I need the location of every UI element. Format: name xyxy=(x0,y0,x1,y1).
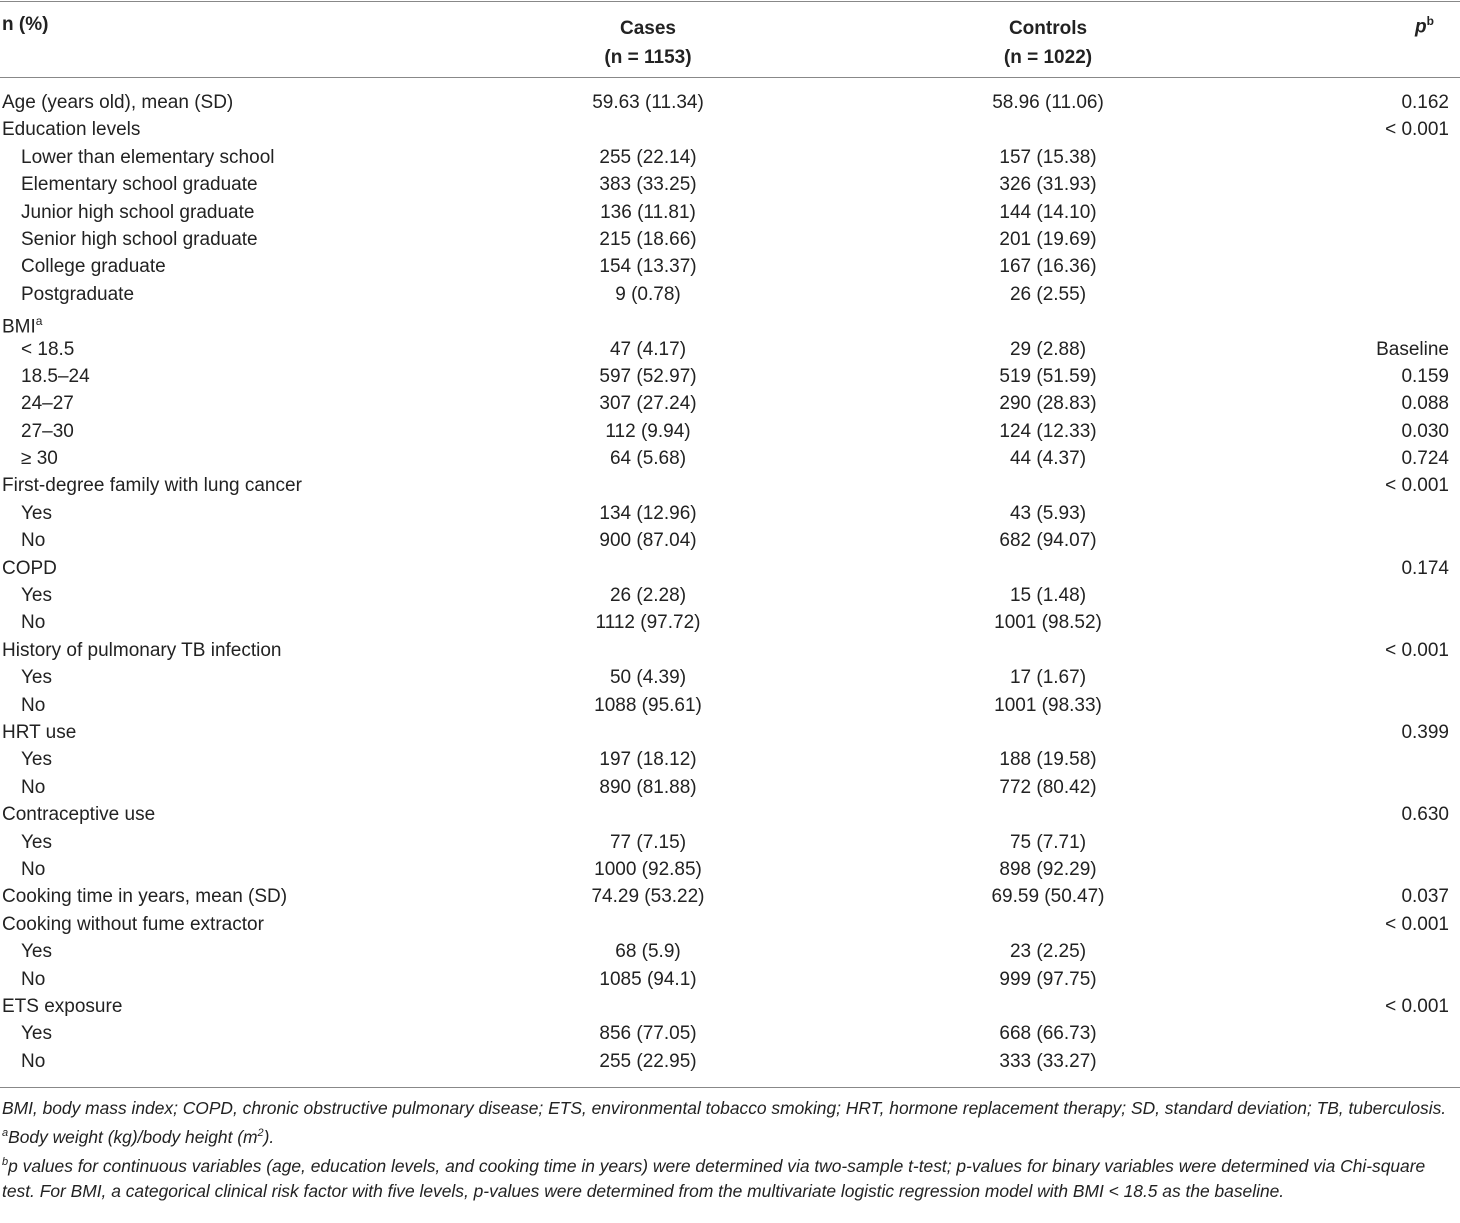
controls-value: 26 (2.55) xyxy=(1009,283,1087,305)
table-subrow xyxy=(0,746,1460,773)
table-subrow xyxy=(0,390,1460,417)
cases-value: 307 (27.24) xyxy=(599,393,697,415)
cases-value: 1088 (95.61) xyxy=(594,694,702,716)
cases-value: 59.63 (11.34) xyxy=(592,92,704,113)
header-rule xyxy=(0,77,1460,78)
cases-value: 856 (77.05) xyxy=(599,1023,697,1045)
cases-value: 112 (9.94) xyxy=(605,420,691,442)
bottom-rule xyxy=(0,1087,1460,1088)
row-label: 27–30 xyxy=(21,420,74,442)
row-label: Junior high school graduate xyxy=(21,201,255,223)
table-row xyxy=(0,308,1460,338)
row-label: 18.5–24 xyxy=(21,365,90,387)
controls-value: 44 (4.37) xyxy=(1009,448,1087,470)
controls-value: 333 (33.27) xyxy=(999,1050,1097,1072)
controls-value: 290 (28.83) xyxy=(999,393,1097,415)
header-p-value xyxy=(1415,14,1434,38)
table-subrow xyxy=(0,664,1460,691)
p-value: 0.159 xyxy=(1401,365,1449,387)
controls-value: 29 (2.88) xyxy=(1009,338,1087,360)
table-row xyxy=(0,116,1460,143)
p-value: 0.399 xyxy=(1401,721,1449,743)
p-value: 0.030 xyxy=(1401,420,1449,442)
row-label: No xyxy=(21,858,46,880)
controls-value: 15 (1.48) xyxy=(1009,585,1087,607)
p-value: 0.088 xyxy=(1401,393,1449,415)
p-value: < 0.001 xyxy=(1385,639,1449,661)
table-body xyxy=(0,89,1460,1075)
cases-value: 26 (2.28) xyxy=(609,585,687,607)
controls-value: 43 (5.93) xyxy=(1009,502,1087,524)
table-subrow xyxy=(0,253,1460,280)
p-value: 0.630 xyxy=(1401,804,1449,826)
row-label: COPD xyxy=(2,557,57,579)
p-value: 0.037 xyxy=(1401,886,1449,908)
table-subrow xyxy=(0,445,1460,472)
cases-value: 47 (4.17) xyxy=(609,338,687,360)
table-subrow xyxy=(0,418,1460,445)
table-row xyxy=(0,801,1460,828)
table-row xyxy=(0,993,1460,1020)
top-rule xyxy=(0,1,1460,2)
controls-value: 898 (92.29) xyxy=(999,858,1097,880)
header-cases-label: Cases xyxy=(620,18,676,39)
cases-value: 74.29 (53.22) xyxy=(591,886,705,908)
p-value: Baseline xyxy=(1376,338,1449,360)
row-label: 24–27 xyxy=(21,393,74,415)
table-subrow xyxy=(0,500,1460,527)
header-controls-n: (n = 1022) xyxy=(1003,47,1093,68)
controls-value: 167 (16.36) xyxy=(999,256,1097,278)
row-label: No xyxy=(21,530,46,552)
row-label: History of pulmonary TB infection xyxy=(2,639,282,661)
controls-value: 124 (12.33) xyxy=(999,420,1097,442)
table-row xyxy=(0,637,1460,664)
header-cases xyxy=(548,14,748,72)
cases-value: 9 (0.78) xyxy=(615,283,681,305)
header-cases-n: (n = 1153) xyxy=(604,47,692,68)
controls-value: 17 (1.67) xyxy=(1009,667,1087,689)
cases-value: 255 (22.95) xyxy=(599,1050,697,1072)
controls-value: 326 (31.93) xyxy=(999,174,1097,196)
row-label: Yes xyxy=(21,667,52,689)
table-subrow xyxy=(0,774,1460,801)
table-subrow xyxy=(0,938,1460,965)
table-subrow xyxy=(0,1048,1460,1075)
table-subrow xyxy=(0,281,1460,308)
row-label: Yes xyxy=(21,749,52,771)
table-subrow xyxy=(0,966,1460,993)
cases-value: 77 (7.15) xyxy=(609,831,687,853)
table-footnotes xyxy=(2,1096,1458,1204)
row-label: Elementary school graduate xyxy=(21,174,258,196)
cases-value: 1085 (94.1) xyxy=(599,968,697,990)
table-subrow xyxy=(0,829,1460,856)
row-label: Yes xyxy=(21,831,52,853)
table-subrow xyxy=(0,1020,1460,1047)
row-label: Cooking time in years, mean (SD) xyxy=(2,886,288,908)
controls-value: 682 (94.07) xyxy=(999,530,1097,552)
row-label: First-degree family with lung cancer xyxy=(2,475,302,497)
p-value: < 0.001 xyxy=(1385,119,1449,141)
row-label: Yes xyxy=(21,1023,52,1045)
cases-value: 383 (33.25) xyxy=(599,174,697,196)
footnote-b: $^b$p values for continuous variables (age, education levels, and cooking time in years) were determined via two-sample t-test; p-values for binary variables were determined via Chi-square test. For BMI, a categorical clinical risk factor with five levels, p-values were determined from the multivariate logistic regression model with BMI < 18.5 as the baseline. xyxy=(2,1155,1426,1201)
controls-value: 69.59 (50.47) xyxy=(991,886,1105,908)
row-label: No xyxy=(21,776,46,798)
table-row xyxy=(0,472,1460,499)
table-subrow xyxy=(0,527,1460,554)
row-label: College graduate xyxy=(21,256,166,278)
cases-value: 50 (4.39) xyxy=(609,667,687,689)
row-label: ETS exposure xyxy=(2,995,123,1017)
table-row xyxy=(0,89,1460,116)
table-subrow xyxy=(0,199,1460,226)
table-row xyxy=(0,911,1460,938)
p-value: < 0.001 xyxy=(1385,913,1449,935)
controls-value: 519 (51.59) xyxy=(999,365,1097,387)
row-label: Lower than elementary school xyxy=(21,146,275,168)
controls-value: 23 (2.25) xyxy=(1009,941,1087,963)
row-label: Contraceptive use xyxy=(2,804,156,826)
p-value: 0.724 xyxy=(1401,448,1449,470)
controls-value: 188 (19.58) xyxy=(999,749,1097,771)
row-label: Senior high school graduate xyxy=(21,228,258,250)
p-value: 0.174 xyxy=(1401,557,1449,579)
cases-value: 900 (87.04) xyxy=(599,530,697,552)
cases-value: 1112 (97.72) xyxy=(595,612,701,634)
cases-value: 197 (18.12) xyxy=(599,749,697,771)
table-subrow xyxy=(0,856,1460,883)
header-n-percent: n (%) xyxy=(2,14,49,35)
controls-value: 1001 (98.52) xyxy=(994,612,1102,634)
row-label: HRT use xyxy=(2,721,77,743)
row-label: Cooking without fume extractor xyxy=(2,913,264,935)
cases-value: 1000 (92.85) xyxy=(594,858,702,880)
controls-value: 144 (14.10) xyxy=(999,201,1097,223)
row-label: No xyxy=(21,612,46,634)
cases-value: 136 (11.81) xyxy=(600,201,696,223)
header-p-sup: b xyxy=(1426,14,1434,28)
footnote-abbreviations: BMI, body mass index; COPD, chronic obstructive pulmonary disease; ETS, environmental tobacco smoking; HRT, hormone replacement therapy; SD, standard deviation; TB, tuberculosis. xyxy=(2,1098,1447,1118)
row-label: No xyxy=(21,1050,46,1072)
cases-value: 890 (81.88) xyxy=(599,776,697,798)
footnote-a: $^a$Body weight (kg)/body height $(m^2)$. xyxy=(2,1126,275,1147)
row-label: BMI$^a$ xyxy=(2,314,43,338)
row-label: Postgraduate xyxy=(21,283,135,305)
row-label: No xyxy=(21,694,46,716)
controls-value: 668 (66.73) xyxy=(999,1023,1097,1045)
p-value: 0.162 xyxy=(1401,92,1449,113)
controls-value: 157 (15.38) xyxy=(999,146,1097,168)
row-label: Yes xyxy=(21,502,52,524)
table-subrow xyxy=(0,609,1460,636)
row-label: Education levels xyxy=(2,119,141,141)
controls-value: 999 (97.75) xyxy=(999,968,1097,990)
table-subrow xyxy=(0,144,1460,171)
cases-value: 134 (12.96) xyxy=(599,502,697,524)
header-controls-label: Controls xyxy=(1008,18,1088,39)
table-row xyxy=(0,883,1460,910)
cases-value: 64 (5.68) xyxy=(609,448,687,470)
header-controls xyxy=(948,14,1148,72)
table-header xyxy=(0,12,1460,72)
table-subrow xyxy=(0,171,1460,198)
table-subrow xyxy=(0,582,1460,609)
controls-value: 201 (19.69) xyxy=(999,228,1097,250)
p-value: < 0.001 xyxy=(1385,995,1449,1017)
cases-value: 215 (18.66) xyxy=(599,228,697,250)
cases-value: 255 (22.14) xyxy=(599,146,697,168)
table-row xyxy=(0,555,1460,582)
row-label: ≥ 30 xyxy=(21,448,58,470)
row-label: Yes xyxy=(21,585,52,607)
controls-value: 772 (80.42) xyxy=(999,776,1097,798)
row-label: No xyxy=(21,968,46,990)
table-subrow xyxy=(0,692,1460,719)
table-subrow xyxy=(0,226,1460,253)
header-p-label: p xyxy=(1415,16,1427,38)
row-label: Age (years old), mean (SD) xyxy=(2,92,234,113)
cases-value: 68 (5.9) xyxy=(615,941,681,963)
cases-value: 597 (52.97) xyxy=(599,365,697,387)
cases-value: 154 (13.37) xyxy=(599,256,697,278)
p-value: < 0.001 xyxy=(1385,475,1449,497)
table-subrow xyxy=(0,363,1460,390)
controls-value: 75 (7.71) xyxy=(1009,831,1087,853)
table-subrow xyxy=(0,336,1460,363)
controls-value: 1001 (98.33) xyxy=(994,694,1102,716)
controls-value: 58.96 (11.06) xyxy=(992,92,1104,113)
table-row xyxy=(0,719,1460,746)
row-label: < 18.5 xyxy=(21,338,75,360)
row-label: Yes xyxy=(21,941,52,963)
